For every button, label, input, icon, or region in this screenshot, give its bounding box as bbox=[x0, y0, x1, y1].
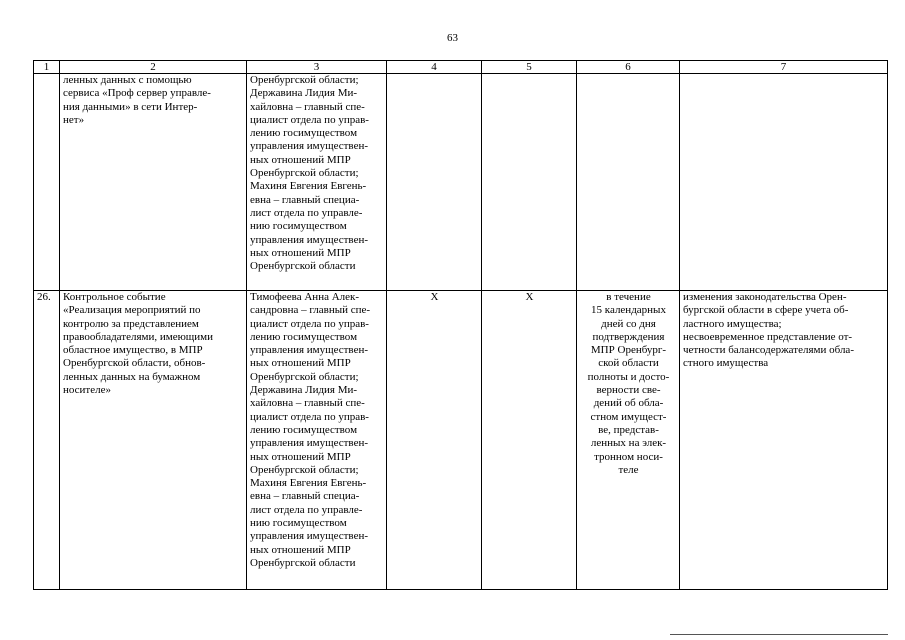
header-col-3: 3 bbox=[247, 61, 387, 74]
cell-deadline bbox=[577, 291, 680, 590]
cell-text-line: ленных на элек- bbox=[590, 437, 667, 450]
cell-responsible bbox=[247, 291, 387, 590]
cell-text-line: сандровна – главный спе- bbox=[250, 304, 371, 317]
cell-text-line: Оренбургской области bbox=[250, 556, 356, 569]
cell-text-line: ния данными» в сети Интер- bbox=[63, 100, 198, 113]
cell-text-line: контролю за представлением bbox=[63, 317, 199, 330]
cell-text-line: теле bbox=[618, 463, 639, 476]
cell-text-line: хайловна – главный спе- bbox=[250, 397, 365, 410]
cell-text-line: верности све- bbox=[596, 384, 661, 397]
cell-text-line: ской области bbox=[598, 357, 659, 370]
cell-text-line: хайловна – главный спе- bbox=[250, 100, 365, 113]
cell-text-line: нет» bbox=[63, 113, 85, 126]
cell-text-line: ных отношений МПР bbox=[250, 357, 351, 370]
table-row-26 bbox=[34, 291, 888, 590]
plan-table bbox=[33, 60, 888, 590]
cell-text-line: Махиня Евгения Евгень- bbox=[250, 180, 367, 193]
cell-text-line: управления имуществен- bbox=[250, 233, 368, 246]
cell-col5 bbox=[482, 74, 577, 291]
cell-text-line: правообладателями, имеющими bbox=[63, 330, 214, 343]
header-col-6: 6 bbox=[577, 61, 680, 74]
cell-text-line: Тимофеева Анна Алек- bbox=[250, 291, 360, 303]
cell-text-line: несвоевременное представление от- bbox=[683, 330, 853, 343]
header-col-4: 4 bbox=[387, 61, 482, 74]
cell-text-line: Оренбургской области, обнов- bbox=[63, 357, 206, 370]
cell-col5-mark: Х bbox=[482, 291, 577, 590]
cell-text-line: «Реализация мероприятий по bbox=[63, 304, 201, 317]
cell-text-line: областное имущество, в МПР bbox=[63, 344, 203, 357]
cell-text-line: ве, представ- bbox=[598, 423, 659, 436]
cell-text-line: в течение bbox=[606, 291, 651, 303]
cell-text-line: лист отдела по управле- bbox=[250, 206, 363, 219]
cell-text-line: Державина Лидия Ми- bbox=[250, 87, 358, 100]
cell-text-line: стного имущества bbox=[683, 357, 769, 370]
cell-text-line: ных отношений МПР bbox=[250, 153, 351, 166]
cell-text-line: лению госимуществом bbox=[250, 330, 358, 343]
cell-text-line: Оренбургской области; bbox=[250, 463, 359, 476]
cell-text-line: стном имущест- bbox=[590, 410, 667, 423]
cell-text-line: изменения законодательства Орен- bbox=[683, 291, 847, 303]
cell-text-line: управления имуществен- bbox=[250, 344, 368, 357]
cell-text-line: подтверждения bbox=[592, 330, 665, 343]
cell-event bbox=[60, 74, 247, 291]
cell-text-line: Оренбургской области; bbox=[250, 370, 359, 383]
cell-text-line: нию госимуществом bbox=[250, 220, 347, 233]
header-row bbox=[34, 61, 888, 74]
cell-text-line: управления имуществен- bbox=[250, 140, 368, 153]
cell-text-line: ленных данных на бумажном bbox=[63, 370, 201, 383]
cell-text-line: полноты и досто- bbox=[587, 370, 670, 383]
cell-responsible bbox=[247, 74, 387, 291]
cell-text-line: ных отношений МПР bbox=[250, 543, 351, 556]
cell-text-line: управления имуществен- bbox=[250, 437, 368, 450]
header-col-7: 7 bbox=[680, 61, 888, 74]
cell-text-line: лению госимуществом bbox=[250, 423, 358, 436]
cell-text-line: Оренбургской области; bbox=[250, 167, 359, 180]
cell-text-line: Оренбургской области bbox=[250, 260, 356, 273]
cell-text-line: ленных данных с помощью bbox=[63, 74, 192, 86]
cell-text-line: циалист отдела по управ- bbox=[250, 410, 369, 423]
cell-col4-mark: Х bbox=[387, 291, 482, 590]
cell-deadline bbox=[577, 74, 680, 291]
header-col-2: 2 bbox=[60, 61, 247, 74]
table-row-continuation bbox=[34, 74, 888, 291]
cell-text-line: лист отдела по управле- bbox=[250, 503, 363, 516]
cell-text-line: евна – главный специа- bbox=[250, 193, 360, 206]
page-number: 63 bbox=[447, 32, 458, 44]
cell-text-line: бургской области в сфере учета об- bbox=[683, 304, 849, 317]
header-col-5: 5 bbox=[482, 61, 577, 74]
cell-text-line: сервиса «Проф сервер управле- bbox=[63, 87, 211, 100]
cell-text-line: евна – главный специа- bbox=[250, 490, 360, 503]
header-col-1: 1 bbox=[34, 61, 60, 74]
cell-text-line: лению госимуществом bbox=[250, 127, 358, 140]
cell-number bbox=[34, 74, 60, 291]
cell-col4 bbox=[387, 74, 482, 291]
cell-text-line: Державина Лидия Ми- bbox=[250, 384, 358, 397]
cell-text-line: Контрольное событие bbox=[63, 291, 166, 303]
cell-text-line: четности балансодержателями обла- bbox=[683, 344, 854, 357]
cell-text-line: носителе» bbox=[63, 384, 111, 397]
cell-text-line: Махиня Евгения Евгень- bbox=[250, 477, 367, 490]
cell-text-line: 15 календарных bbox=[591, 304, 666, 317]
cell-text-line: Оренбургской области; bbox=[250, 74, 359, 86]
cell-number: 26. bbox=[34, 291, 60, 590]
cell-text-line: дней со дня bbox=[601, 317, 656, 330]
cell-event bbox=[60, 291, 247, 590]
cell-text-line: ластного имущества; bbox=[683, 317, 782, 330]
cell-text-line: тронном носи- bbox=[594, 450, 663, 463]
cell-text-line: нию госимуществом bbox=[250, 517, 347, 530]
cell-text-line: циалист отдела по управ- bbox=[250, 317, 369, 330]
cell-text-line: ных отношений МПР bbox=[250, 450, 351, 463]
cell-risks bbox=[680, 74, 888, 291]
cell-text-line: МПР Оренбург- bbox=[590, 344, 667, 357]
cell-risks bbox=[680, 291, 888, 590]
cell-text-line: циалист отдела по управ- bbox=[250, 113, 369, 126]
cell-text-line: дений об обла- bbox=[593, 397, 664, 410]
footer-rule bbox=[670, 634, 888, 635]
cell-text-line: ных отношений МПР bbox=[250, 246, 351, 259]
cell-text-line: управления имуществен- bbox=[250, 530, 368, 543]
